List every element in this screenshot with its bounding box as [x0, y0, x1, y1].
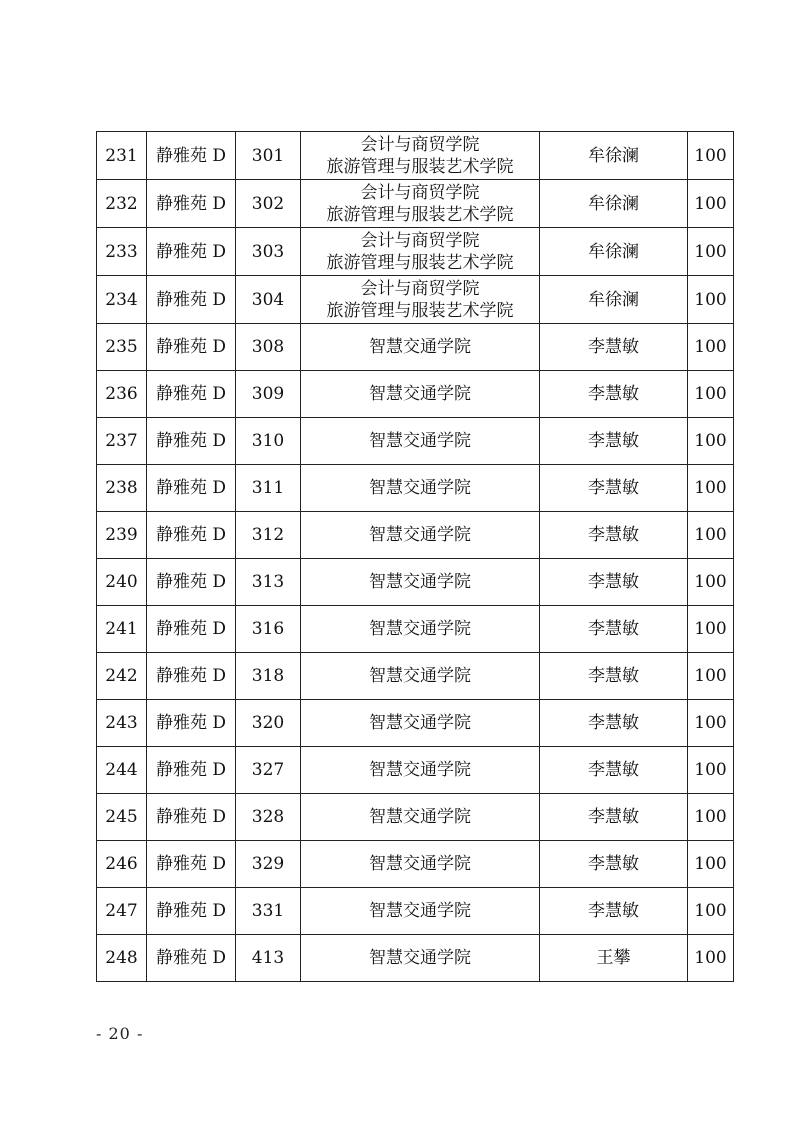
college-cell — [301, 276, 540, 324]
college-cell — [301, 465, 540, 512]
building-cell: 静雅苑 D — [147, 228, 236, 276]
room-cell: 312 — [236, 512, 301, 559]
table-row — [97, 465, 734, 512]
row-number-cell: 231 — [97, 132, 147, 180]
inspector-name-cell: 李慧敏 — [540, 700, 688, 747]
row-number-cell: 248 — [97, 935, 147, 982]
college-line: 智慧交通学院 — [369, 760, 471, 780]
college-line: 智慧交通学院 — [369, 807, 471, 827]
score-cell: 100 — [688, 935, 734, 982]
inspector-name-cell: 李慧敏 — [540, 559, 688, 606]
college-line: 智慧交通学院 — [369, 431, 471, 451]
building-cell: 静雅苑 D — [147, 606, 236, 653]
college-line: 智慧交通学院 — [369, 478, 471, 498]
inspector-name-cell: 李慧敏 — [540, 512, 688, 559]
building-cell: 静雅苑 D — [147, 747, 236, 794]
inspector-name-cell: 李慧敏 — [540, 747, 688, 794]
room-cell: 328 — [236, 794, 301, 841]
score-cell: 100 — [688, 559, 734, 606]
score-cell: 100 — [688, 180, 734, 228]
room-cell: 327 — [236, 747, 301, 794]
row-number-cell: 242 — [97, 653, 147, 700]
table-row — [97, 512, 734, 559]
room-cell: 320 — [236, 700, 301, 747]
score-cell: 100 — [688, 888, 734, 935]
table-row — [97, 841, 734, 888]
building-cell: 静雅苑 D — [147, 180, 236, 228]
college-line: 旅游管理与服装艺术学院 — [326, 252, 514, 273]
college-line: 会计与商贸学院 — [360, 182, 480, 203]
inspector-name-cell: 李慧敏 — [540, 841, 688, 888]
score-cell: 100 — [688, 794, 734, 841]
table-row — [97, 794, 734, 841]
room-cell: 329 — [236, 841, 301, 888]
college-cell — [301, 180, 540, 228]
page-number: - 20 - — [96, 1024, 144, 1043]
building-cell: 静雅苑 D — [147, 418, 236, 465]
inspector-name-cell: 牟徐澜 — [540, 276, 688, 324]
building-cell: 静雅苑 D — [147, 794, 236, 841]
score-cell: 100 — [688, 653, 734, 700]
room-cell: 331 — [236, 888, 301, 935]
inspector-name-cell: 牟徐澜 — [540, 132, 688, 180]
score-cell: 100 — [688, 418, 734, 465]
table-row — [97, 559, 734, 606]
college-line: 智慧交通学院 — [369, 948, 471, 968]
building-cell: 静雅苑 D — [147, 653, 236, 700]
room-cell: 313 — [236, 559, 301, 606]
inspector-name-cell: 李慧敏 — [540, 371, 688, 418]
building-cell: 静雅苑 D — [147, 465, 236, 512]
college-cell — [301, 418, 540, 465]
table-row — [97, 418, 734, 465]
room-cell: 308 — [236, 324, 301, 371]
building-cell: 静雅苑 D — [147, 276, 236, 324]
room-cell: 316 — [236, 606, 301, 653]
score-cell: 100 — [688, 700, 734, 747]
room-cell: 304 — [236, 276, 301, 324]
score-cell: 100 — [688, 276, 734, 324]
college-cell — [301, 371, 540, 418]
inspector-name-cell: 牟徐澜 — [540, 228, 688, 276]
row-number-cell: 233 — [97, 228, 147, 276]
room-cell: 301 — [236, 132, 301, 180]
inspector-name-cell: 李慧敏 — [540, 465, 688, 512]
score-cell: 100 — [688, 606, 734, 653]
score-cell: 100 — [688, 841, 734, 888]
college-cell — [301, 606, 540, 653]
college-cell — [301, 700, 540, 747]
college-cell — [301, 747, 540, 794]
inspector-name-cell: 王攀 — [540, 935, 688, 982]
inspector-name-cell: 李慧敏 — [540, 653, 688, 700]
college-line: 智慧交通学院 — [369, 337, 471, 357]
score-cell: 100 — [688, 228, 734, 276]
building-cell: 静雅苑 D — [147, 888, 236, 935]
college-line: 智慧交通学院 — [369, 854, 471, 874]
table-row — [97, 228, 734, 276]
college-line: 智慧交通学院 — [369, 384, 471, 404]
college-line: 智慧交通学院 — [369, 619, 471, 639]
college-cell — [301, 841, 540, 888]
room-cell: 318 — [236, 653, 301, 700]
score-cell: 100 — [688, 132, 734, 180]
row-number-cell: 245 — [97, 794, 147, 841]
college-line: 智慧交通学院 — [369, 901, 471, 921]
row-number-cell: 246 — [97, 841, 147, 888]
building-cell: 静雅苑 D — [147, 559, 236, 606]
college-cell — [301, 559, 540, 606]
college-cell — [301, 794, 540, 841]
row-number-cell: 244 — [97, 747, 147, 794]
building-cell: 静雅苑 D — [147, 841, 236, 888]
table-row — [97, 888, 734, 935]
college-line: 智慧交通学院 — [369, 713, 471, 733]
building-cell: 静雅苑 D — [147, 371, 236, 418]
room-cell: 311 — [236, 465, 301, 512]
room-cell: 413 — [236, 935, 301, 982]
dormitory-score-table — [96, 131, 734, 982]
building-cell: 静雅苑 D — [147, 935, 236, 982]
table-row — [97, 371, 734, 418]
row-number-cell: 234 — [97, 276, 147, 324]
row-number-cell: 239 — [97, 512, 147, 559]
score-cell: 100 — [688, 324, 734, 371]
inspector-name-cell: 李慧敏 — [540, 606, 688, 653]
table-row — [97, 935, 734, 982]
college-line: 会计与商贸学院 — [360, 278, 480, 299]
college-line: 旅游管理与服装艺术学院 — [326, 300, 514, 321]
row-number-cell: 243 — [97, 700, 147, 747]
row-number-cell: 237 — [97, 418, 147, 465]
inspector-name-cell: 李慧敏 — [540, 324, 688, 371]
score-cell: 100 — [688, 465, 734, 512]
building-cell: 静雅苑 D — [147, 132, 236, 180]
building-cell: 静雅苑 D — [147, 324, 236, 371]
table-row — [97, 180, 734, 228]
room-cell: 309 — [236, 371, 301, 418]
row-number-cell: 238 — [97, 465, 147, 512]
row-number-cell: 235 — [97, 324, 147, 371]
row-number-cell: 247 — [97, 888, 147, 935]
inspector-name-cell: 李慧敏 — [540, 888, 688, 935]
room-cell: 302 — [236, 180, 301, 228]
score-cell: 100 — [688, 512, 734, 559]
table-row — [97, 747, 734, 794]
row-number-cell: 236 — [97, 371, 147, 418]
room-cell: 303 — [236, 228, 301, 276]
score-cell: 100 — [688, 371, 734, 418]
row-number-cell: 232 — [97, 180, 147, 228]
college-cell — [301, 888, 540, 935]
table-row — [97, 324, 734, 371]
table-row — [97, 276, 734, 324]
inspector-name-cell: 李慧敏 — [540, 794, 688, 841]
inspector-name-cell: 牟徐澜 — [540, 180, 688, 228]
college-line: 会计与商贸学院 — [360, 134, 480, 155]
college-cell — [301, 132, 540, 180]
table-body — [97, 132, 734, 982]
row-number-cell: 241 — [97, 606, 147, 653]
college-line: 智慧交通学院 — [369, 666, 471, 686]
college-line: 智慧交通学院 — [369, 525, 471, 545]
college-line: 旅游管理与服装艺术学院 — [326, 204, 514, 225]
college-cell — [301, 653, 540, 700]
college-cell — [301, 228, 540, 276]
table-row — [97, 653, 734, 700]
building-cell: 静雅苑 D — [147, 512, 236, 559]
inspector-name-cell: 李慧敏 — [540, 418, 688, 465]
college-line: 智慧交通学院 — [369, 572, 471, 592]
college-line: 旅游管理与服装艺术学院 — [326, 156, 514, 177]
college-cell — [301, 512, 540, 559]
college-line: 会计与商贸学院 — [360, 230, 480, 251]
table-row — [97, 700, 734, 747]
college-cell — [301, 324, 540, 371]
building-cell: 静雅苑 D — [147, 700, 236, 747]
row-number-cell: 240 — [97, 559, 147, 606]
table-row — [97, 132, 734, 180]
table-row — [97, 606, 734, 653]
college-cell — [301, 935, 540, 982]
score-cell: 100 — [688, 747, 734, 794]
room-cell: 310 — [236, 418, 301, 465]
